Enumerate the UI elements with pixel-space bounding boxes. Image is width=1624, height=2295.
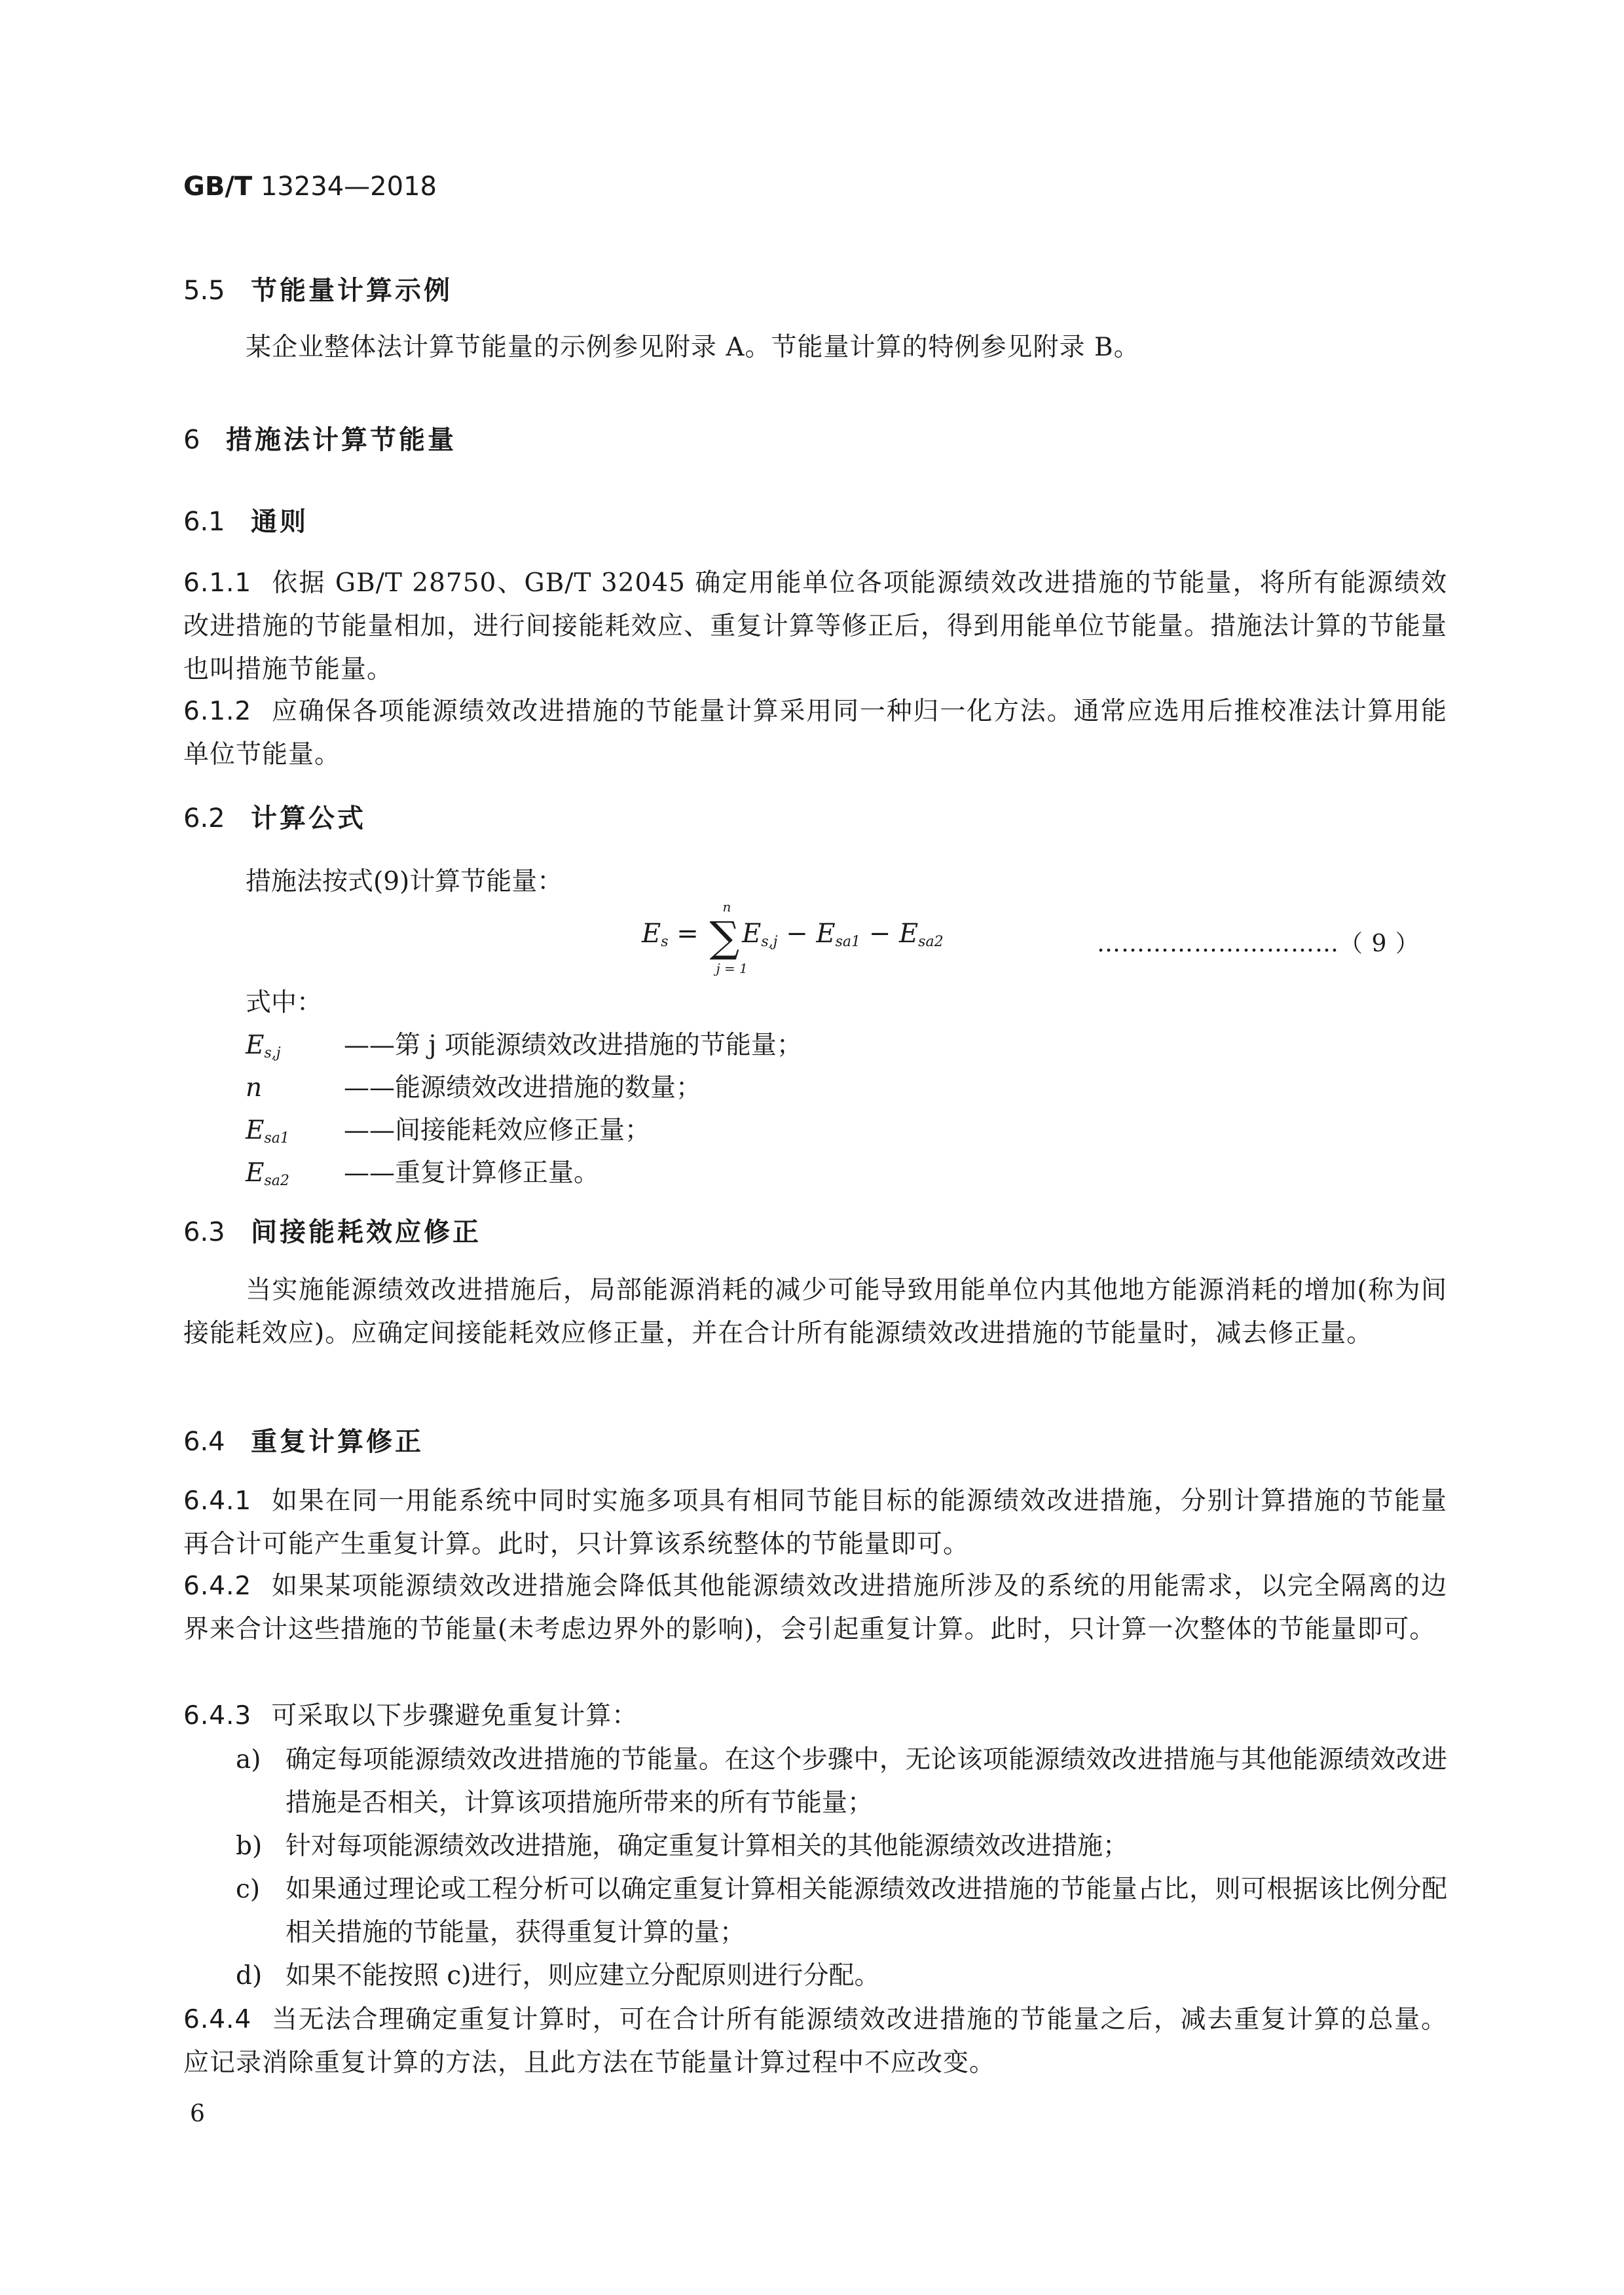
section-number: 6: [183, 425, 200, 455]
def-symbol: n: [246, 1073, 263, 1103]
definition-item: [246, 1152, 599, 1189]
clause-number: 6.1.2: [183, 697, 252, 726]
section-title: 措施法计算节能量: [226, 425, 456, 455]
list-item: [236, 1868, 1447, 1955]
paragraph-6-4-2: [183, 1565, 1447, 1651]
def-symbol: E: [246, 1116, 265, 1145]
list-text: 如果通过理论或工程分析可以确定重复计算相关能源绩效改进措施的节能量占比，则可根据该比例分配相关措施的节能量，获得重复计算的量；: [286, 1875, 1447, 1947]
list-label: a): [236, 1745, 261, 1774]
formula-equals: =: [676, 919, 699, 949]
def-symbol-sub: s,j: [264, 1045, 281, 1061]
paragraph-6-4-3: [183, 1695, 1447, 1738]
formula-lhs-sub: s: [661, 934, 669, 950]
paragraph-5-5: 某企业整体法计算节能量的示例参见附录 A。节能量计算的特例参见附录 B。: [246, 333, 1140, 362]
list-item: [236, 1738, 1447, 1825]
section-number: 6.2: [183, 803, 225, 834]
standard-code: 13234—2018: [260, 172, 437, 202]
definition-item: [246, 1025, 802, 1061]
sum-lower-limit: j = 1: [716, 961, 748, 976]
section-heading-5-5: [183, 270, 452, 307]
formula-number: …………………………（ 9 ）: [1097, 930, 1420, 957]
definition-item: [246, 1067, 701, 1104]
section-title: 通则: [251, 507, 308, 537]
section-number: 6.1: [183, 507, 225, 537]
list-item: [236, 1955, 1447, 1998]
clause-number: 6.4.2: [183, 1571, 252, 1601]
clause-number: 6.4.3: [183, 1701, 252, 1731]
section-heading-6-4: [183, 1421, 424, 1458]
standard-prefix: GB/T: [183, 172, 253, 202]
clause-text: 可采取以下步骤避免重复计算：: [271, 1701, 638, 1731]
formula-intro: 措施法按式(9)计算节能量：: [246, 867, 563, 896]
def-symbol-sub: sa1: [264, 1130, 289, 1147]
section-heading-6-2: [183, 798, 366, 835]
definition-item: [246, 1110, 650, 1147]
document-header: [183, 172, 437, 202]
list-text: 确定每项能源绩效改进措施的节能量。在这个步骤中，无论该项能源绩效改进措施与其他能源绩效改进措施是否相关，计算该项措施所带来的所有节能量；: [286, 1745, 1447, 1818]
list-label: d): [236, 1961, 263, 1991]
def-description: ——第 j 项能源绩效改进措施的节能量；: [344, 1031, 802, 1060]
summation-icon: ∑ n j = 1: [709, 899, 748, 976]
formula-minus: −: [786, 919, 808, 949]
clause-number: 6.4.1: [183, 1486, 252, 1516]
def-symbol: E: [246, 1158, 265, 1188]
def-description: ——能源绩效改进措施的数量；: [344, 1073, 702, 1103]
formula-lhs: E: [642, 919, 661, 949]
clause-text: 如果在同一用能系统中同时实施多项具有相同节能目标的能源绩效改进措施，分别计算措施的节能量再合计可能产生重复计算。此时，只计算该系统整体的节能量即可。: [183, 1486, 1447, 1559]
page-number: 6: [190, 2101, 205, 2127]
formula-term2-sub: sa1: [835, 934, 861, 950]
def-symbol-sub: sa2: [264, 1173, 289, 1189]
section-heading-6: [183, 419, 456, 456]
paragraph-6-1-1: [183, 562, 1447, 691]
formula-9: [642, 899, 944, 976]
section-title: 间接能耗效应修正: [251, 1217, 481, 1247]
section-title: 节能量计算示例: [251, 276, 452, 306]
section-title: 重复计算修正: [251, 1427, 424, 1457]
paragraph-6-4-4: [183, 1998, 1447, 2085]
formula-term1-sub: s,j: [761, 934, 778, 950]
list-label: c): [236, 1875, 261, 1904]
formula-term2: E: [816, 919, 836, 949]
clause-text: 依据 GB/T 28750、GB/T 32045 确定用能单位各项能源绩效改进措施的节能量，将所有能源绩效改进措施的节能量相加，进行间接能耗效应、重复计算等修正后，得到用能单位节能量。措施法计算的节能量也叫措施节能量。: [183, 568, 1447, 684]
paragraph-6-4-1: [183, 1480, 1447, 1566]
sum-upper-limit: n: [722, 899, 731, 915]
clause-text: 如果某项能源绩效改进措施会降低其他能源绩效改进措施所涉及的系统的用能需求，以完全隔离的边界来合计这些措施的节能量(未考虑边界外的影响)，会引起重复计算。此时，只计算一次整体的节能量即可。: [183, 1571, 1447, 1644]
section-number: 6.3: [183, 1217, 225, 1247]
section-title: 计算公式: [251, 803, 366, 834]
section-heading-6-3: [183, 1211, 481, 1249]
section-number: 5.5: [183, 276, 225, 306]
paragraph-6-1-2: [183, 690, 1447, 777]
clause-text: 应确保各项能源绩效改进措施的节能量计算采用同一种归一化方法。通常应选用后推校准法计算用能单位节能量。: [183, 697, 1447, 769]
list-item: [236, 1825, 1447, 1868]
section-number: 6.4: [183, 1427, 225, 1457]
formula-minus: −: [868, 919, 891, 949]
formula-term3: E: [898, 919, 919, 949]
def-description: ——重复计算修正量。: [344, 1158, 600, 1188]
list-text: 如果不能按照 c)进行，则应建立分配原则进行分配。: [286, 1961, 880, 1991]
clause-text: 当无法合理确定重复计算时，可在合计所有能源绩效改进措施的节能量之后，减去重复计算的总量。应记录消除重复计算的方法，且此方法在节能量计算过程中不应改变。: [183, 2005, 1447, 2078]
clause-number: 6.1.1: [183, 568, 252, 598]
clause-number: 6.4.4: [183, 2005, 252, 2034]
def-symbol: E: [246, 1031, 265, 1060]
where-label: 式中：: [246, 988, 323, 1018]
formula-term1: E: [742, 919, 762, 949]
def-description: ——间接能耗效应修正量；: [344, 1116, 651, 1145]
formula-term3-sub: sa2: [918, 934, 944, 950]
list-label: b): [236, 1831, 263, 1861]
paragraph-6-3: 当实施能源绩效改进措施后，局部能源消耗的减少可能导致用能单位内其他地方能源消耗的增加(称为间接能耗效应)。应确定间接能耗效应修正量，并在合计所有能源绩效改进措施的节能量时，减去修正量。: [183, 1276, 1447, 1348]
section-heading-6-1: [183, 501, 308, 538]
list-text: 针对每项能源绩效改进措施，确定重复计算相关的其他能源绩效改进措施；: [286, 1831, 1129, 1861]
